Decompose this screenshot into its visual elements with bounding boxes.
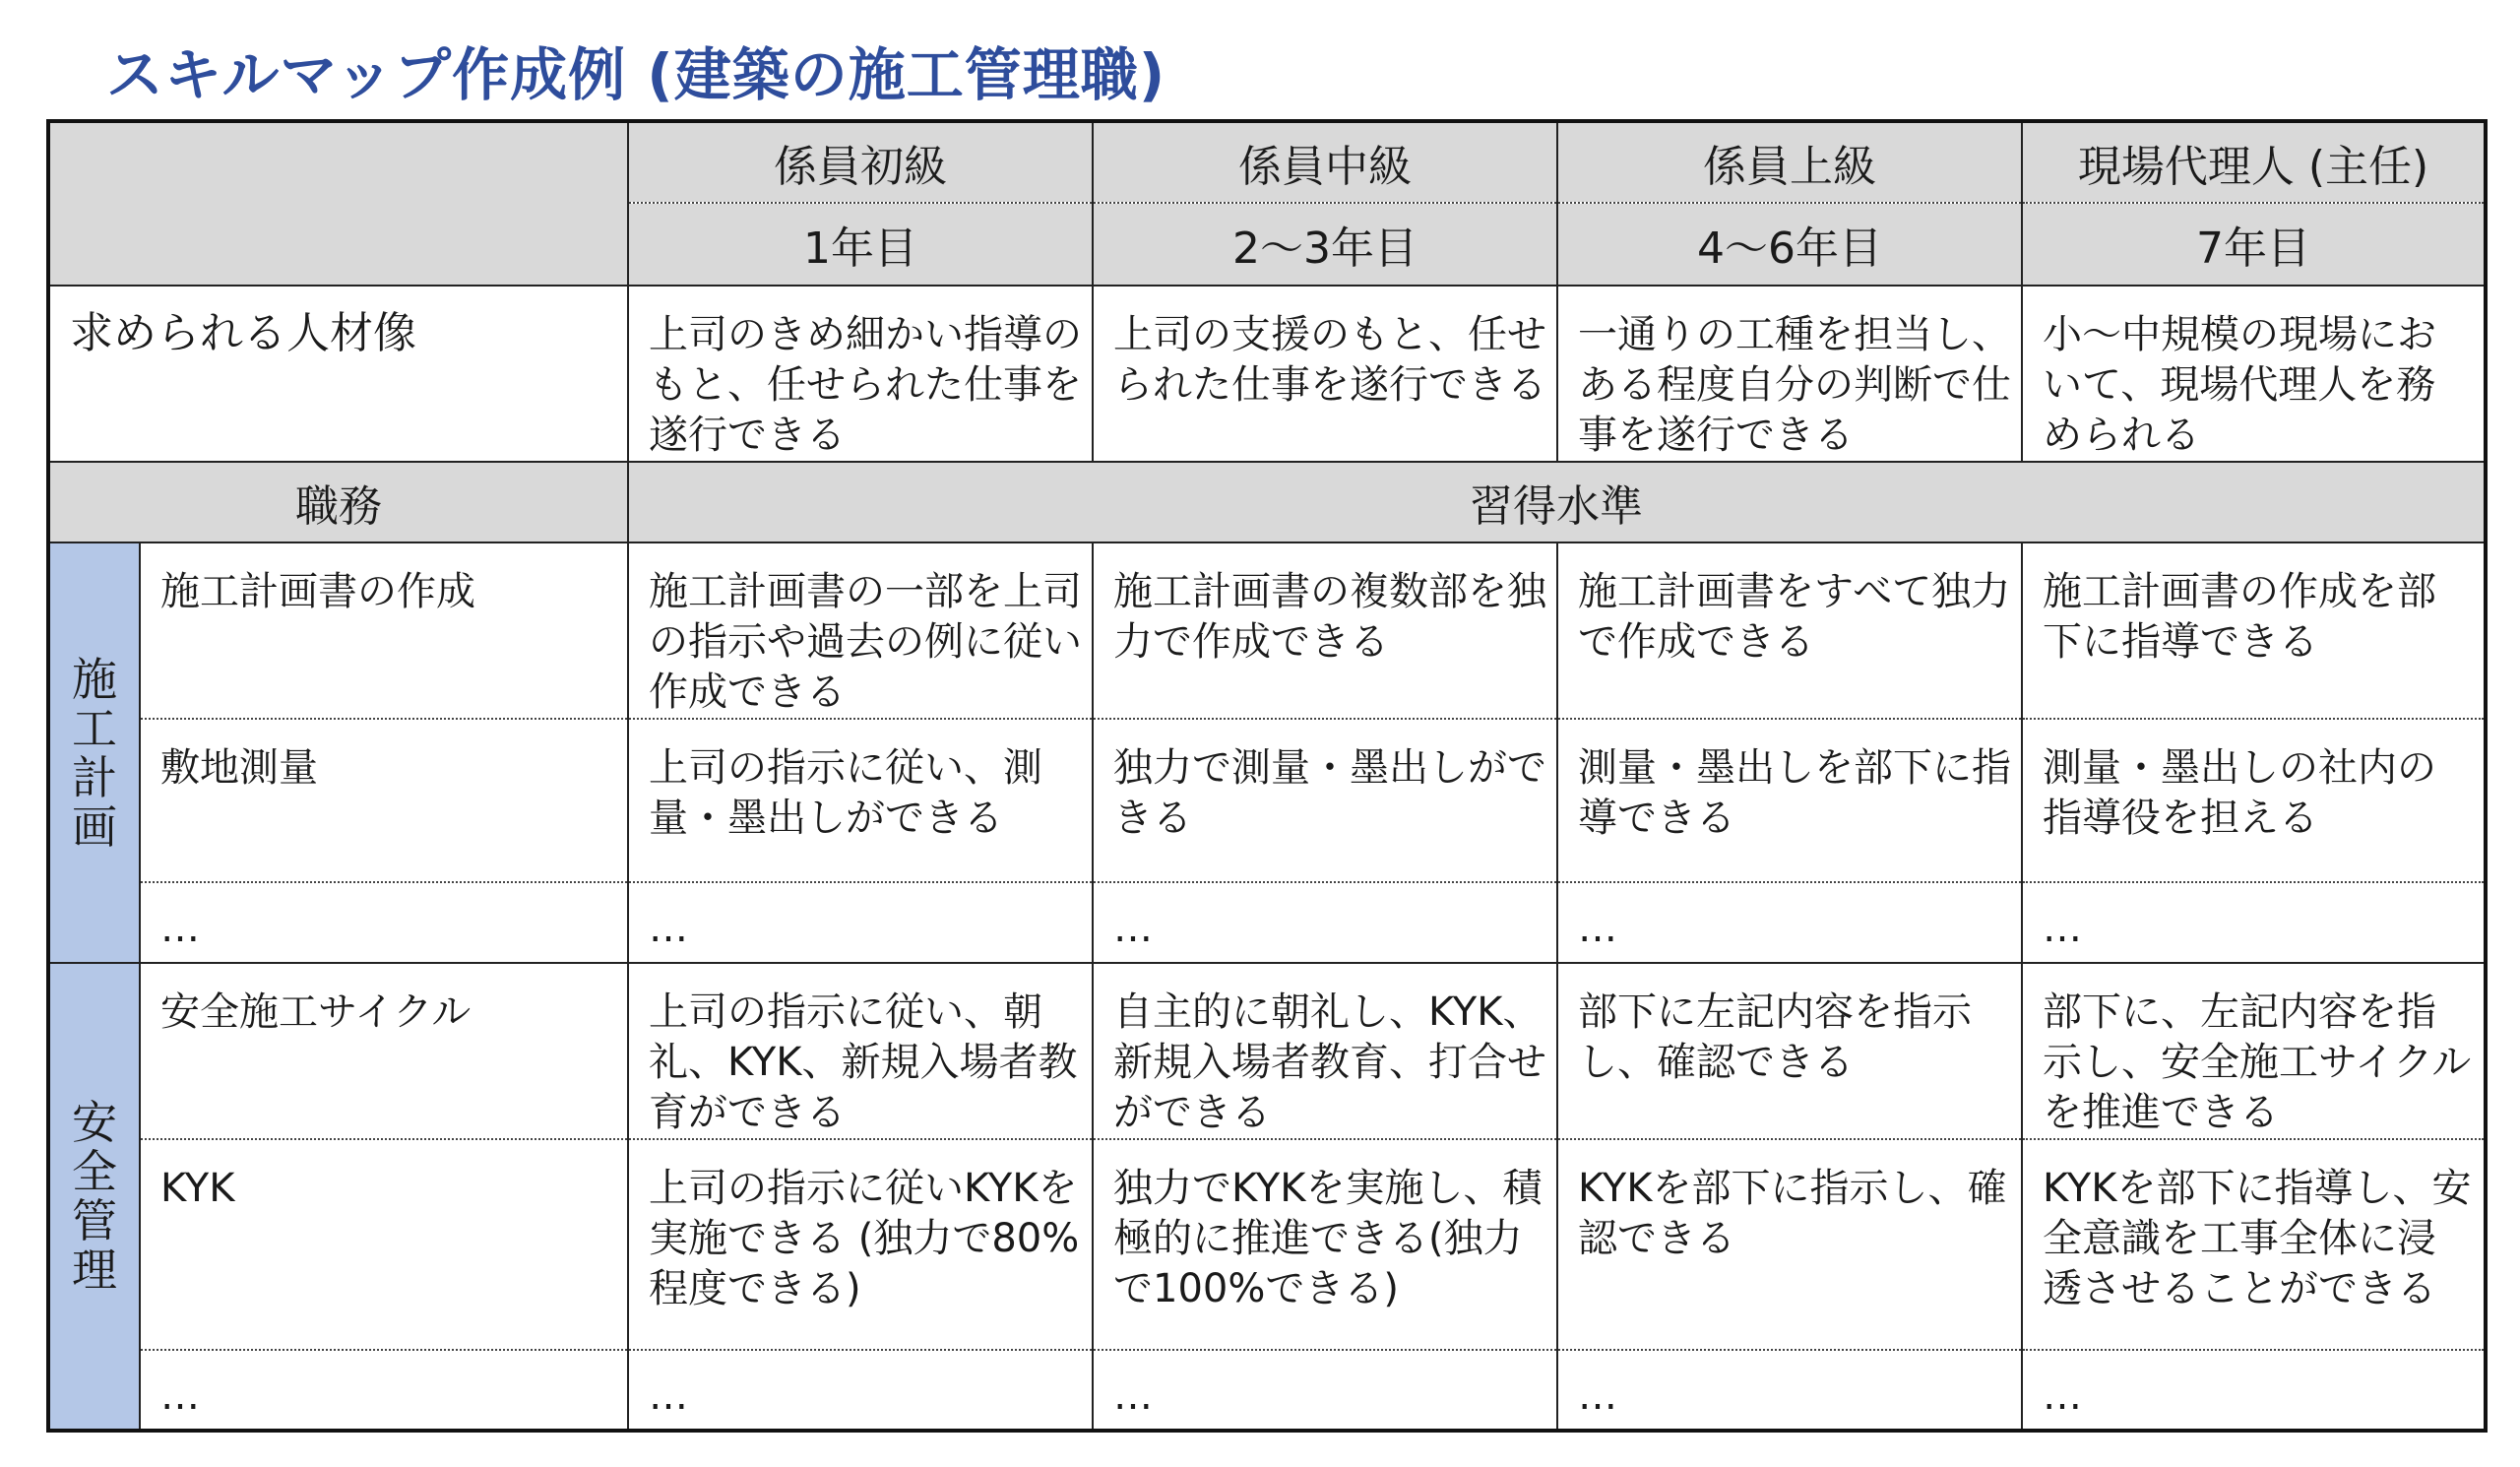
- profile-row: [48, 286, 2486, 462]
- table-row: [48, 963, 2486, 1139]
- table-row: [48, 882, 2486, 963]
- level-cell: …: [2022, 882, 2486, 963]
- level-cell: …: [628, 882, 1093, 963]
- profile-cell: 一通りの工種を担当し、ある程度自分の判断で仕事を遂行できる: [1557, 286, 2022, 462]
- level-cell: 施工計画書の作成を部下に指導できる: [2022, 542, 2486, 719]
- profile-cell: 上司のきめ細かい指導のもと、任せられた仕事を遂行できる: [628, 286, 1093, 462]
- skill-map-table: [46, 119, 2488, 1433]
- table-row: [48, 1139, 2486, 1350]
- level-header: 係員中級: [1093, 121, 1557, 203]
- level-cell: 上司の指示に従いKYKを実施できる (独力で80%程度できる): [628, 1139, 1093, 1350]
- category-label: 施工計画: [48, 542, 140, 963]
- level-header-row: [48, 121, 2486, 203]
- level-cell: …: [2022, 1350, 2486, 1431]
- level-cell: 独力でKYKを実施し、積極的に推進できる(独力で100%できる): [1093, 1139, 1557, 1350]
- profile-cell: 小～中規模の現場において、現場代理人を務められる: [2022, 286, 2486, 462]
- year-header: 7年目: [2022, 203, 2486, 286]
- level-cell: …: [1093, 1350, 1557, 1431]
- page-title: スキルマップ作成例 (建築の施工管理職): [106, 41, 1166, 108]
- level-header: 現場代理人 (主任): [2022, 121, 2486, 203]
- section-header-row: [48, 462, 2486, 542]
- level-cell: 施工計画書の複数部を独力で作成できる: [1093, 542, 1557, 719]
- category-label: 安全管理: [48, 963, 140, 1431]
- level-cell: …: [1093, 882, 1557, 963]
- task-label: …: [140, 882, 628, 963]
- level-cell: 施工計画書をすべて独力で作成できる: [1557, 542, 2022, 719]
- task-label: 安全施工サイクル: [140, 963, 628, 1139]
- level-cell: …: [1557, 882, 2022, 963]
- level-header: 係員初級: [628, 121, 1093, 203]
- year-header: 2～3年目: [1093, 203, 1557, 286]
- year-header: 4～6年目: [1557, 203, 2022, 286]
- profile-cell: 上司の支援のもと、任せられた仕事を遂行できる: [1093, 286, 1557, 462]
- profile-label: 求められる人材像: [48, 286, 628, 462]
- task-label: 施工計画書の作成: [140, 542, 628, 719]
- level-cell: 上司の指示に従い、朝礼、KYK、新規入場者教育ができる: [628, 963, 1093, 1139]
- level-cell: 測量・墨出しの社内の指導役を担える: [2022, 719, 2486, 882]
- level-cell: KYKを部下に指示し、確認できる: [1557, 1139, 2022, 1350]
- level-cell: 部下に左記内容を指示し、確認できる: [1557, 963, 2022, 1139]
- duty-header: 職務: [48, 462, 628, 542]
- level-section-header: 習得水準: [628, 462, 2486, 542]
- level-cell: 施工計画書の一部を上司の指示や過去の例に従い作成できる: [628, 542, 1093, 719]
- level-header: 係員上級: [1557, 121, 2022, 203]
- task-label: …: [140, 1350, 628, 1431]
- task-label: KYK: [140, 1139, 628, 1350]
- level-cell: 上司の指示に従い、測量・墨出しができる: [628, 719, 1093, 882]
- task-label: 敷地測量: [140, 719, 628, 882]
- level-cell: 部下に、左記内容を指示し、安全施工サイクルを推進できる: [2022, 963, 2486, 1139]
- level-cell: 自主的に朝礼し、KYK、新規入場者教育、打合せができる: [1093, 963, 1557, 1139]
- level-cell: 独力で測量・墨出しができる: [1093, 719, 1557, 882]
- table-row: [48, 542, 2486, 719]
- level-cell: …: [1557, 1350, 2022, 1431]
- level-cell: KYKを部下に指導し、安全意識を工事全体に浸透させることができる: [2022, 1139, 2486, 1350]
- level-cell: …: [628, 1350, 1093, 1431]
- table-row: [48, 719, 2486, 882]
- table-row: [48, 1350, 2486, 1431]
- level-cell: 測量・墨出しを部下に指導できる: [1557, 719, 2022, 882]
- corner-header-cell: [48, 121, 628, 286]
- year-header: 1年目: [628, 203, 1093, 286]
